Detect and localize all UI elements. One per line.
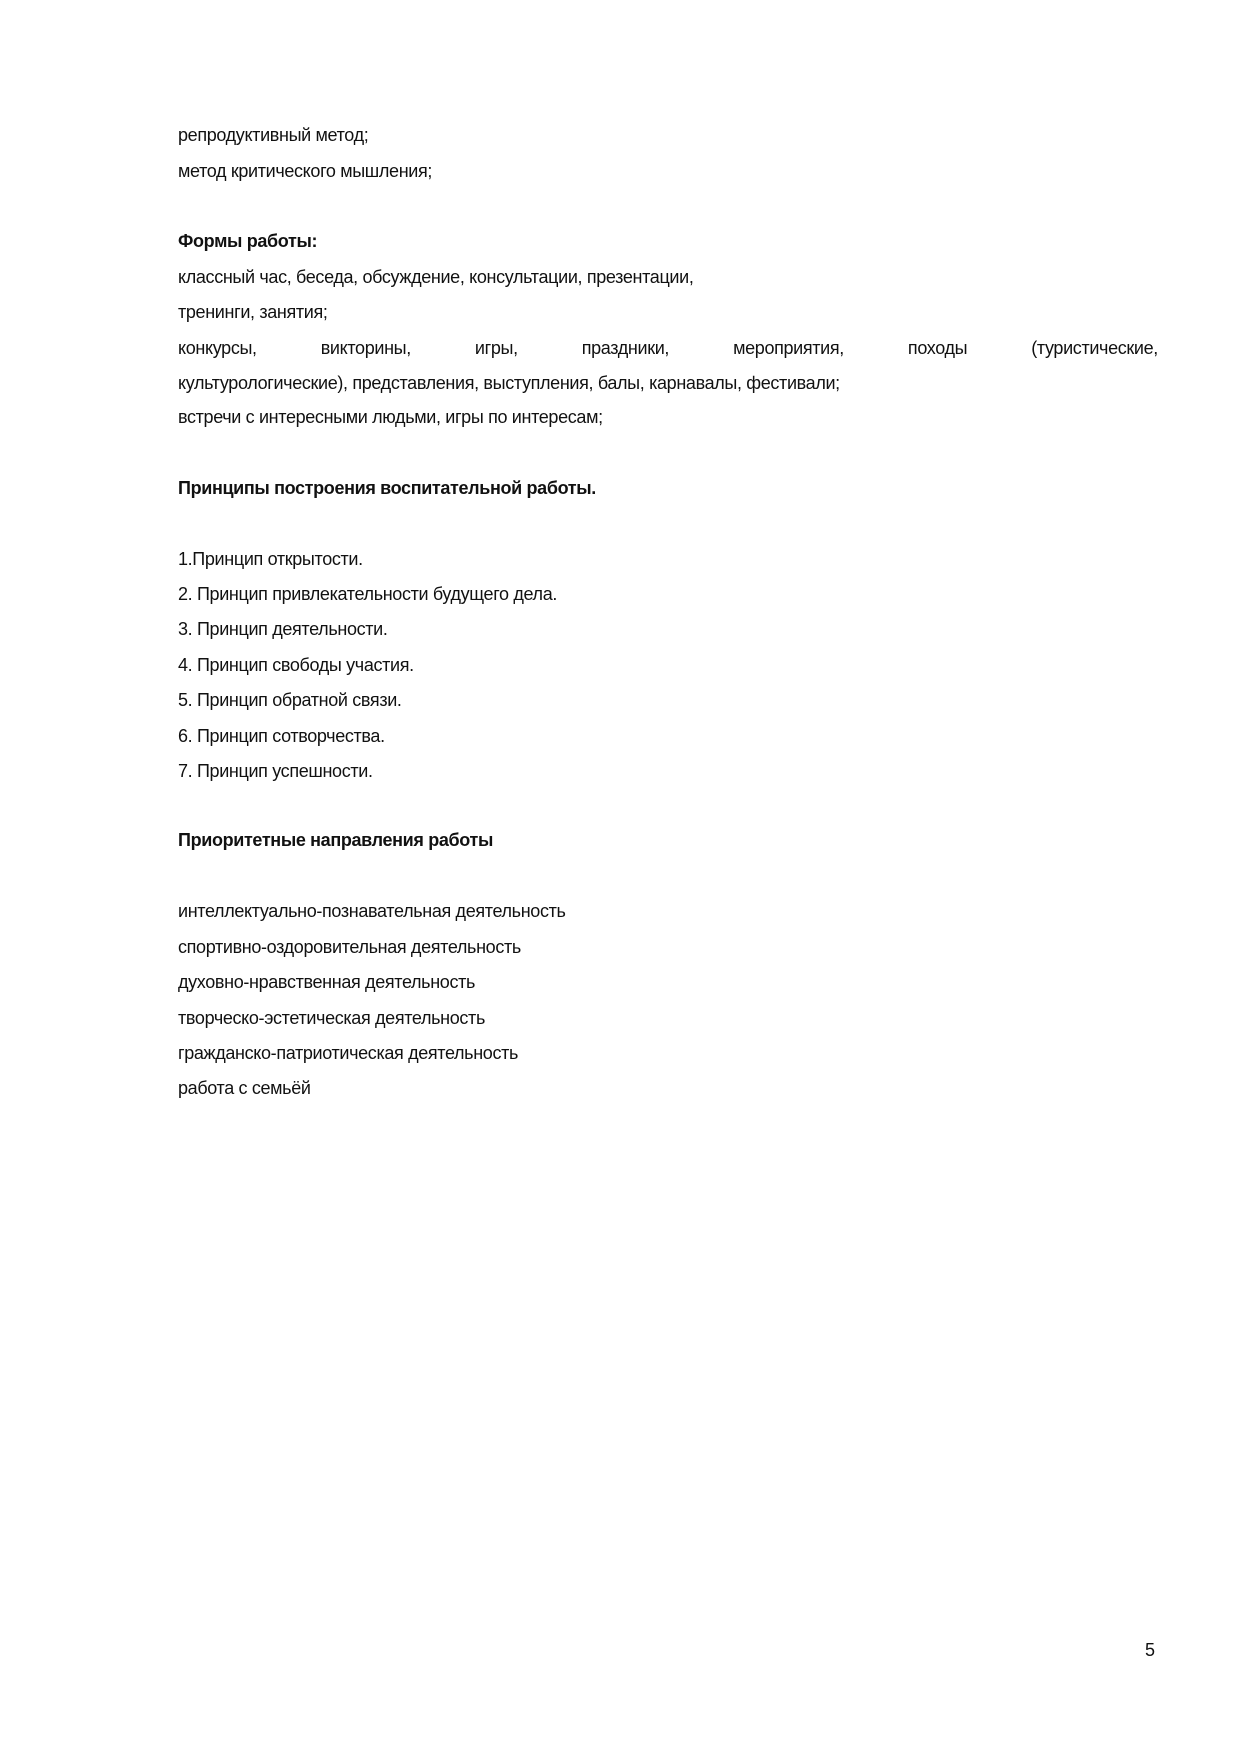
list-item: 6. Принцип сотворчества.: [178, 726, 385, 746]
list-item: спортивно-оздоровительная деятельность: [178, 937, 521, 957]
word: конкурсы,: [178, 338, 257, 358]
section-heading: Приоритетные направления работы: [178, 830, 493, 850]
list-item: 1.Принцип открытости.: [178, 549, 363, 569]
list-item: работа с семьёй: [178, 1078, 311, 1098]
text-line: репродуктивный метод;: [178, 125, 369, 145]
text-line: встречи с интересными людьми, игры по интересам;: [178, 407, 603, 427]
list-item: интеллектуально-познавательная деятельность: [178, 901, 566, 921]
section-heading: Формы работы:: [178, 231, 318, 251]
section-heading: Принципы построения воспитательной работы.: [178, 478, 596, 498]
word: мероприятия,: [733, 338, 844, 358]
list-item: 7. Принцип успешности.: [178, 761, 373, 781]
text-line: метод критического мышления;: [178, 161, 433, 181]
text-line: культурологические), представления, выступления, балы, карнавалы, фестивали;: [178, 373, 840, 393]
list-item: 2. Принцип привлекательности будущего дела.: [178, 584, 558, 604]
text-line: тренинги, занятия;: [178, 302, 328, 322]
list-item: гражданско-патриотическая деятельность: [178, 1043, 519, 1063]
justified-line: [178, 337, 1158, 359]
list-item: 4. Принцип свободы участия.: [178, 655, 414, 675]
word: праздники,: [581, 338, 670, 358]
list-item: 5. Принцип обратной связи.: [178, 690, 402, 710]
list-item: 3. Принцип деятельности.: [178, 619, 388, 639]
text-line: классный час, беседа, обсуждение, консультации, презентации,: [178, 267, 694, 287]
word: походы: [907, 338, 968, 358]
word: викторины,: [320, 338, 411, 358]
list-item: творческо-эстетическая деятельность: [178, 1008, 485, 1028]
page-number: 5: [1145, 1640, 1156, 1660]
word: игры,: [474, 338, 518, 358]
list-item: духовно-нравственная деятельность: [178, 972, 476, 992]
word: (туристические,: [1031, 338, 1158, 358]
